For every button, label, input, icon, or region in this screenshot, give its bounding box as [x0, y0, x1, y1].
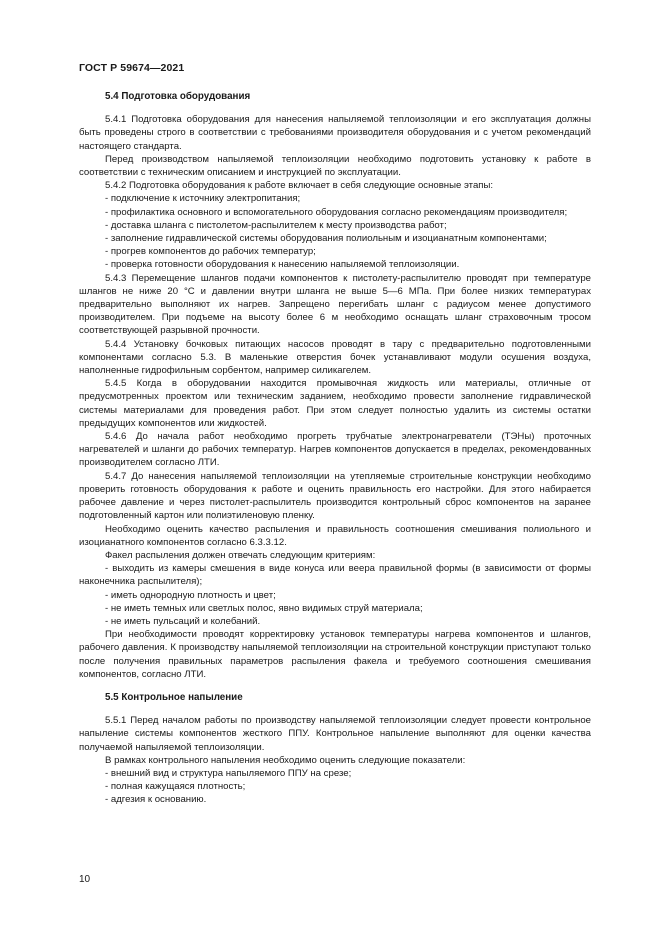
list-item: - прогрев компонентов до рабочих температур;: [105, 246, 316, 258]
paragraph: 5.4.7 До нанесения напыляемой теплоизоляции на утепляемые строительные конструкции необходимо проверить готовность оборудования к работе и оценить правильность его настройки. Для этого набирается рабочее давление и через пистолет-распылитель производится контрольный сброс компонентов на заранее подготовленный картон или полиэтиленовую пленку.: [79, 470, 591, 522]
paragraph: 5.4.1 Подготовка оборудования для нанесения напыляемой теплоизоляции и его эксплуатация должны быть проведены строго в соответствии с требованиями производителя оборудования и с учетом рекомендаций настоящего стандарта.: [79, 114, 591, 152]
paragraph: 5.4.3 Перемещение шлангов подачи компонентов к пистолету-распылителю проводят при температуре шлангов не ниже 20 °С и давлении внутри шланга не выше 5—6 МПа. При более низких температурах предварительно выполняют их нагрев. Запрещено перегибать шланг с радиусом менее допустимого производителем. При подъеме на высоту более 6 м необходимо оснащать шланг страховочным тросом соответствующей разрывной прочности.: [79, 272, 591, 337]
page-number: 10: [79, 874, 91, 885]
paragraph: Перед производством напыляемой теплоизоляции необходимо подготовить установку к работе в соответствии с техническим описанием и инструкцией по эксплуатации.: [79, 153, 591, 179]
list-item: - не иметь темных или светлых полос, явно видимых струй материала;: [105, 602, 423, 614]
list-item: - адгезия к основанию.: [105, 794, 207, 806]
list-item: - заполнение гидравлической системы оборудования полиольным и изоцианатным компонентами;: [105, 233, 547, 245]
section-heading-5-4: 5.4 Подготовка оборудования: [105, 91, 251, 102]
paragraph: Необходимо оценить качество распыления и правильность соотношения смешивания полиольного и изоцианатного компонентов согласно 6.3.3.12.: [79, 523, 591, 548]
section-heading-5-5: 5.5 Контрольное напыление: [105, 691, 243, 703]
list-item: - профилактика основного и вспомогательного оборудования согласно рекомендациям производителя;: [105, 206, 568, 218]
paragraph: 5.4.4 Установку бочковых питающих насосов проводят в тару с предварительно подготовленными компонентами согласно 5.3. В маленькие отверстия бочек устанавливают модули осушения воздуха, наполненные гидрофильным сорбентом, например силикагелем.: [79, 338, 591, 377]
list-item: - выходить из камеры смешения в виде конуса или веера правильной формы (в зависимости от формы наконечника распылителя);: [79, 563, 591, 588]
paragraph: В рамках контрольного напыления необходимо оценить следующие показатели:: [105, 754, 466, 766]
paragraph: 5.4.6 До начала работ необходимо прогреть трубчатые электронагреватели (ТЭНы) проточных нагревателей и шланги до рабочих температур. Нагрев компонентов допускается в пределах, рекомендованных производителем согласно ЛТИ.: [79, 431, 591, 469]
paragraph: 5.5.1 Перед началом работы по производству напыляемой теплоизоляции следует провести контрольное напыление системы компонентов жесткого ППУ. Контрольное напыление выполняют для оценки качества получаемой напыляемой теплоизоляции.: [79, 715, 591, 753]
list-item: - внешний вид и структура напыляемого ППУ на срезе;: [105, 767, 352, 779]
list-item: - полная кажущаяся плотность;: [105, 781, 246, 793]
document-header: ГОСТ Р 59674—2021: [79, 62, 185, 74]
document-body: [79, 90, 591, 807]
list-item: - доставка шланга с пистолетом-распылителем к месту производства работ;: [105, 219, 447, 231]
paragraph: При необходимости проводят корректировку установок температуры нагрева компонентов и шлангов, рабочего давления. К производству напыляемой теплоизоляции на строительной конструкции приступают только после получения правильных параметров распыления факела и требуемого соотношения смешивания компонентов, согласно ЛТИ.: [79, 629, 591, 680]
list-item: - иметь однородную плотность и цвет;: [105, 589, 276, 601]
paragraph: Факел распыления должен отвечать следующим критериям:: [105, 549, 376, 561]
paragraph: 5.4.5 Когда в оборудовании находится промывочная жидкость или материалы, отличные от предусмотренных проектом или техническим заданием, необходимо провести заполнение гидравлической системы материалами для проведения работ. При этом следует полностью удалить из системы остатки предыдущих компонентов или жидкостей.: [79, 378, 591, 429]
list-item: - проверка готовности оборудования к нанесению напыляемой теплоизоляции.: [105, 259, 460, 271]
list-item: - подключение к источнику электропитания;: [105, 193, 301, 205]
list-item: - не иметь пульсаций и колебаний.: [105, 615, 261, 627]
paragraph: 5.4.2 Подготовка оборудования к работе включает в себя следующие основные этапы:: [105, 180, 494, 192]
